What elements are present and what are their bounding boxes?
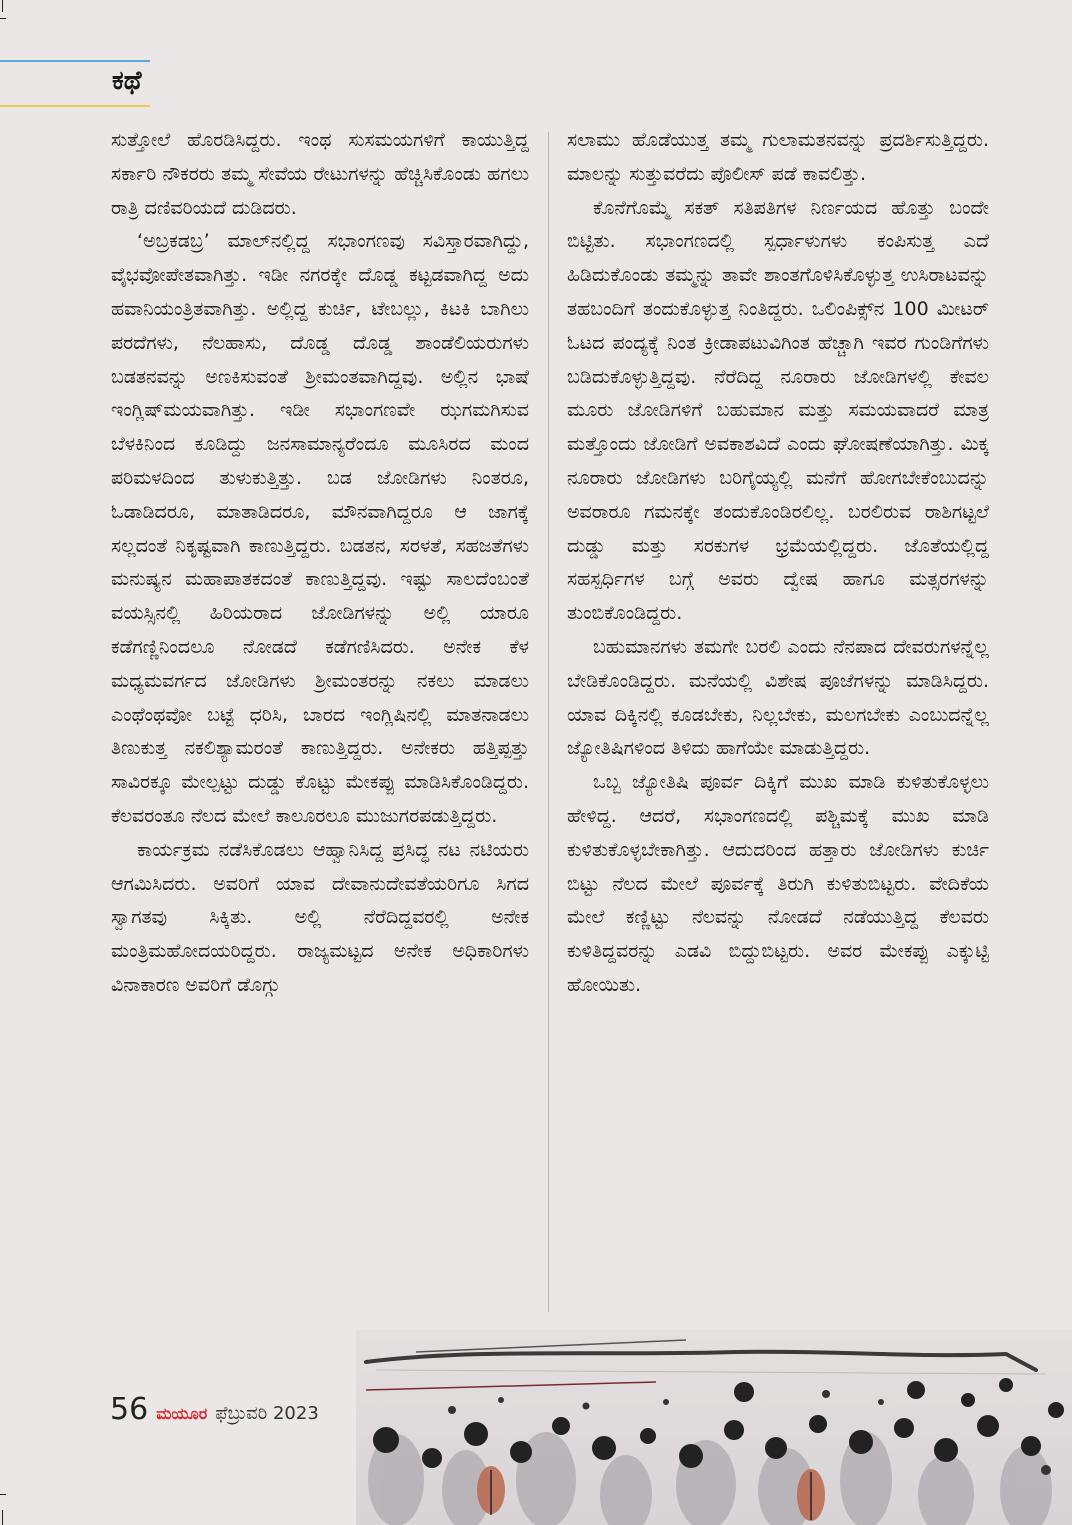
magazine-name: ಮಯೂರ [156,1404,208,1423]
ink-wash-crowd-illustration [356,1330,1072,1525]
crop-mark [2,0,3,12]
column-divider [548,132,549,1312]
crop-mark [0,1494,6,1495]
paragraph: ಸಲಾಮು ಹೊಡೆಯುತ್ತ ತಮ್ಮ ಗುಲಾಮತನವನ್ನು ಪ್ರದರ್ಶಿಸುತ್ತಿದ್ದರು. ಮಾಲನ್ನು ಸುತ್ತುವರೆದು ಪೊಲೀಸ್ ಪಡೆ ಕಾವಲಿತ್ತು. [567,129,989,185]
paragraph: ಒಬ್ಬ ಜ್ಯೋತಿಷಿ ಪೂರ್ವ ದಿಕ್ಕಿಗೆ ಮುಖ ಮಾಡಿ ಕುಳಿತುಕೊಳ್ಳಲು ಹೇಳಿದ್ದ. ಆದರೆ, ಸಭಾಂಗಣದಲ್ಲಿ ಪಶ್ಚಿಮಕ್ಕೆ ಮುಖ ಮಾಡಿ ಕುಳಿತುಕೊಳ್ಳಬೇಕಾಗಿತ್ತು. ಆದುದರಿಂದ ಹತ್ತಾರು ಜೋಡಿಗಳು ಕುರ್ಚಿ ಬಿಟ್ಟು ನೆಲದ ಮೇಲೆ ಪೂರ್ವಕ್ಕೆ ತಿರುಗಿ ಕುಳಿತುಬಿಟ್ಟರು. ವೇದಿಕೆಯ ಮೇಲೆ ಕಣ್ಣಿಟ್ಟು ನೆಲವನ್ನು ನೋಡದೆ ನಡೆಯುತ್ತಿದ್ದ ಕೆಲವರು ಕುಳಿತಿದ್ದವರನ್ನು ಎಡವಿ ಬಿದ್ದುಬಿಟ್ಟರು. ಅವರ ಮೇಕಪ್ಪು ಎಕ್ಕುಟ್ಟಿ ಹೋಯಿತು. [567,771,989,996]
text-column-right [567,124,989,1003]
header-rule-yellow [0,105,150,107]
section-label: ಕಥೆ [112,66,142,96]
paragraph: ಸುತ್ತೋಲೆ ಹೊರಡಿಸಿದ್ದರು. ಇಂಥ ಸುಸಮಯಗಳಿಗೆ ಕಾಯುತ್ತಿದ್ದ ಸರ್ಕಾರಿ ನೌಕರರು ತಮ್ಮ ಸೇವೆಯ ರೇಟುಗಳನ್ನು ಹೆಚ್ಚಿಸಿಕೊಂಡು ಹಗಲು ರಾತ್ರಿ ದಣಿವರಿಯದೆ ದುಡಿದರು. [111,129,529,219]
page-footer [110,1392,319,1427]
paragraph: ಕಾರ್ಯಕ್ರಮ ನಡೆಸಿಕೊಡಲು ಆಹ್ವಾನಿಸಿದ್ದ ಪ್ರಸಿದ್ಧ ನಟ ನಟಿಯರು ಆಗಮಿಸಿದರು. ಅವರಿಗೆ ಯಾವ ದೇವಾನುದೇವತೆಯರಿಗೂ ಸಿಗದ ಸ್ವಾಗತವು ಸಿಕ್ಕಿತು. ಅಲ್ಲಿ ನೆರೆದಿದ್ದವರಲ್ಲಿ ಅನೇಕ ಮಂತ್ರಿಮಹೋದಯರಿದ್ದರು. ರಾಜ್ಯಮಟ್ಟದ ಅನೇಕ ಅಧಿಕಾರಿಗಳು ವಿನಾಕಾರಣ ಅವರಿಗೆ ಡೊಗ್ಗು [111,838,529,996]
crop-mark [2,1510,3,1525]
paragraph: ಕೊನೆಗೊಮ್ಮೆ ಸಕತ್ ಸತಿಪತಿಗಳ ನಿರ್ಣಯದ ಹೊತ್ತು ಬಂದೇ ಬಿಟ್ಟಿತು. ಸಭಾಂಗಣದಲ್ಲಿ ಸ್ಪರ್ಧಾಳುಗಳು ಕಂಪಿಸುತ್ತ ಎದೆ ಹಿಡಿದುಕೊಂಡು ತಮ್ಮನ್ನು ತಾವೇ ಶಾಂತಗೊಳಿಸಿಕೊಳ್ಳುತ್ತ ಉಸಿರಾಟವನ್ನು ತಹಬಂದಿಗೆ ತಂದುಕೊಳ್ಳುತ್ತ ನಿಂತಿದ್ದರು. ಒಲಿಂಪಿಕ್ಸ್‌ನ 100 ಮೀಟರ್ ಓಟದ ಪಂದ್ಯಕ್ಕೆ ನಿಂತ ಕ್ರೀಡಾಪಟುವಿಗಿಂತ ಹೆಚ್ಚಾಗಿ ಇವರ ಗುಂಡಿಗೆಗಳು ಬಡಿದುಕೊಳ್ಳುತ್ತಿದ್ದವು. ನೆರೆದಿದ್ದ ನೂರಾರು ಜೋಡಿಗಳಲ್ಲಿ ಕೇವಲ ಮೂರು ಜೋಡಿಗಳಿಗೆ ಬಹುಮಾನ ಮತ್ತು ಸಮಯವಾದರೆ ಮಾತ್ರ ಮತ್ತೊಂದು ಜೋಡಿಗೆ ಅವಕಾಶವಿದೆ ಎಂದು ಘೋಷಣೆಯಾಗಿತ್ತು. ಮಿಕ್ಕ ನೂರಾರು ಜೋಡಿಗಳು ಬರಿಗೈಯ್ಯಲ್ಲಿ ಮನೆಗೆ ಹೋಗಬೇಕೆಂಬುದನ್ನು ಅವರಾರೂ ಗಮನಕ್ಕೇ ತಂದುಕೊಂಡಿರಲಿಲ್ಲ. ಬರಲಿರುವ ರಾಶಿಗಟ್ಟಲೆ ದುಡ್ಡು ಮತ್ತು ಸರಕುಗಳ ಭ್ರಮೆಯಲ್ಲಿದ್ದರು. ಜೊತೆಯಲ್ಲಿದ್ದ ಸಹಸ್ಪರ್ಧಿಗಳ ಬಗ್ಗೆ ಅವರು ದ್ವೇಷ ಹಾಗೂ ಮತ್ಸರಗಳನ್ನು ತುಂಬಿಕೊಂಡಿದ್ದರು. [567,196,989,625]
crop-mark [0,18,6,19]
paragraph: ಬಹುಮಾನಗಳು ತಮಗೇ ಬರಲಿ ಎಂದು ನೆನಪಾದ ದೇವರುಗಳನ್ನೆಲ್ಲ ಬೇಡಿಕೊಂಡಿದ್ದರು. ಮನೆಯಲ್ಲಿ ವಿಶೇಷ ಪೂಜೆಗಳನ್ನು ಮಾಡಿಸಿದ್ದರು. ಯಾವ ದಿಕ್ಕಿನಲ್ಲಿ ಕೂಡಬೇಕು, ನಿಲ್ಲಬೇಕು, ಮಲಗಬೇಕು ಎಂಬುದನ್ನೆಲ್ಲ ಜ್ಯೋತಿಷಿಗಳಿಂದ ತಿಳಿದು ಹಾಗೆಯೇ ಮಾಡುತ್ತಿದ್ದರು. [567,635,989,760]
page-number: 56 [110,1392,149,1427]
header-rule-blue [0,60,150,62]
issue-date: ಫೆಬ್ರುವರಿ 2023 [215,1403,319,1424]
paragraph: ‘ಅಬ್ರಕಡಬ್ರ’ ಮಾಲ್‌ನಲ್ಲಿದ್ದ ಸಭಾಂಗಣವು ಸವಿಸ್ತಾರವಾಗಿದ್ದು, ವೈಭವೋಪೇತವಾಗಿತ್ತು. ಇಡೀ ನಗರಕ್ಕೇ ದೊಡ್ಡ ಕಟ್ಟಡವಾಗಿದ್ದ ಅದು ಹವಾನಿಯಂತ್ರಿತವಾಗಿತ್ತು. ಅಲ್ಲಿದ್ದ ಕುರ್ಚಿ, ಟೇಬಲ್ಲು, ಕಿಟಕಿ ಬಾಗಿಲು ಪರದೆಗಳು, ನೆಲಹಾಸು, ದೊಡ್ಡ ದೊಡ್ಡ ಶಾಂಡೆಲಿಯರುಗಳು ಬಡತನವನ್ನು ಅಣಕಿಸುವಂತೆ ಶ್ರೀಮಂತವಾಗಿದ್ದವು. ಅಲ್ಲಿನ ಭಾಷೆ ಇಂಗ್ಲಿಷ್‌ಮಯವಾಗಿತ್ತು. ಇಡೀ ಸಭಾಂಗಣವೇ ಝಗಮಗಿಸುವ ಬೆಳಕಿನಿಂದ ಕೂಡಿದ್ದು ಜನಸಾಮಾನ್ಯರೆಂದೂ ಮೂಸಿರದ ಮಂದ ಪರಿಮಳದಿಂದ ತುಳುಕುತ್ತಿತ್ತು. ಬಡ ಜೋಡಿಗಳು ನಿಂತರೂ, ಓಡಾಡಿದರೂ, ಮಾತಾಡಿದರೂ, ಮೌನವಾಗಿದ್ದರೂ ಆ ಜಾಗಕ್ಕೆ ಸಲ್ಲದಂತೆ ನಿಕೃಷ್ಟವಾಗಿ ಕಾಣುತ್ತಿದ್ದರು. ಬಡತನ, ಸರಳತೆ, ಸಹಜತೆಗಳು ಮನುಷ್ಯನ ಮಹಾಪಾತಕದಂತೆ ಕಾಣುತ್ತಿದ್ದವು. ಇಷ್ಟು ಸಾಲದೆಂಬಂತೆ ವಯಸ್ಸಿನಲ್ಲಿ ಹಿರಿಯರಾದ ಜೋಡಿಗಳನ್ನು ಅಲ್ಲಿ ಯಾರೂ ಕಡೆಗಣ್ಣಿನಿಂದಲೂ ನೋಡದೆ ಕಡೆಗಣಿಸಿದರು. ಅನೇಕ ಕೆಳ ಮಧ್ಯಮವರ್ಗದ ಜೋಡಿಗಳು ಶ್ರೀಮಂತರನ್ನು ನಕಲು ಮಾಡಲು ಎಂಥೆಂಥವೋ ಬಟ್ಟೆ ಧರಿಸಿ, ಬಾರದ ಇಂಗ್ಲಿಷಿನಲ್ಲಿ ಮಾತನಾಡಲು ತಿಣುಕುತ್ತ ನಕಲಿಶ್ಯಾಮರಂತೆ ಕಾಣುತ್ತಿದ್ದರು. ಅನೇಕರು ಹತ್ತಿಪ್ಪತ್ತು ಸಾವಿರಕ್ಕೂ ಮೇಲ್ಪಟ್ಟು ದುಡ್ಡು ಕೊಟ್ಟು ಮೇಕಪ್ಪು ಮಾಡಿಸಿಕೊಂಡಿದ್ದರು. ಕೆಲವರಂತೂ ನೆಲದ ಮೇಲೆ ಕಾಲೂರಲೂ ಮುಜುಗರಪಡುತ್ತಿದ್ದರು. [111,230,529,827]
text-column-left [111,124,529,1003]
